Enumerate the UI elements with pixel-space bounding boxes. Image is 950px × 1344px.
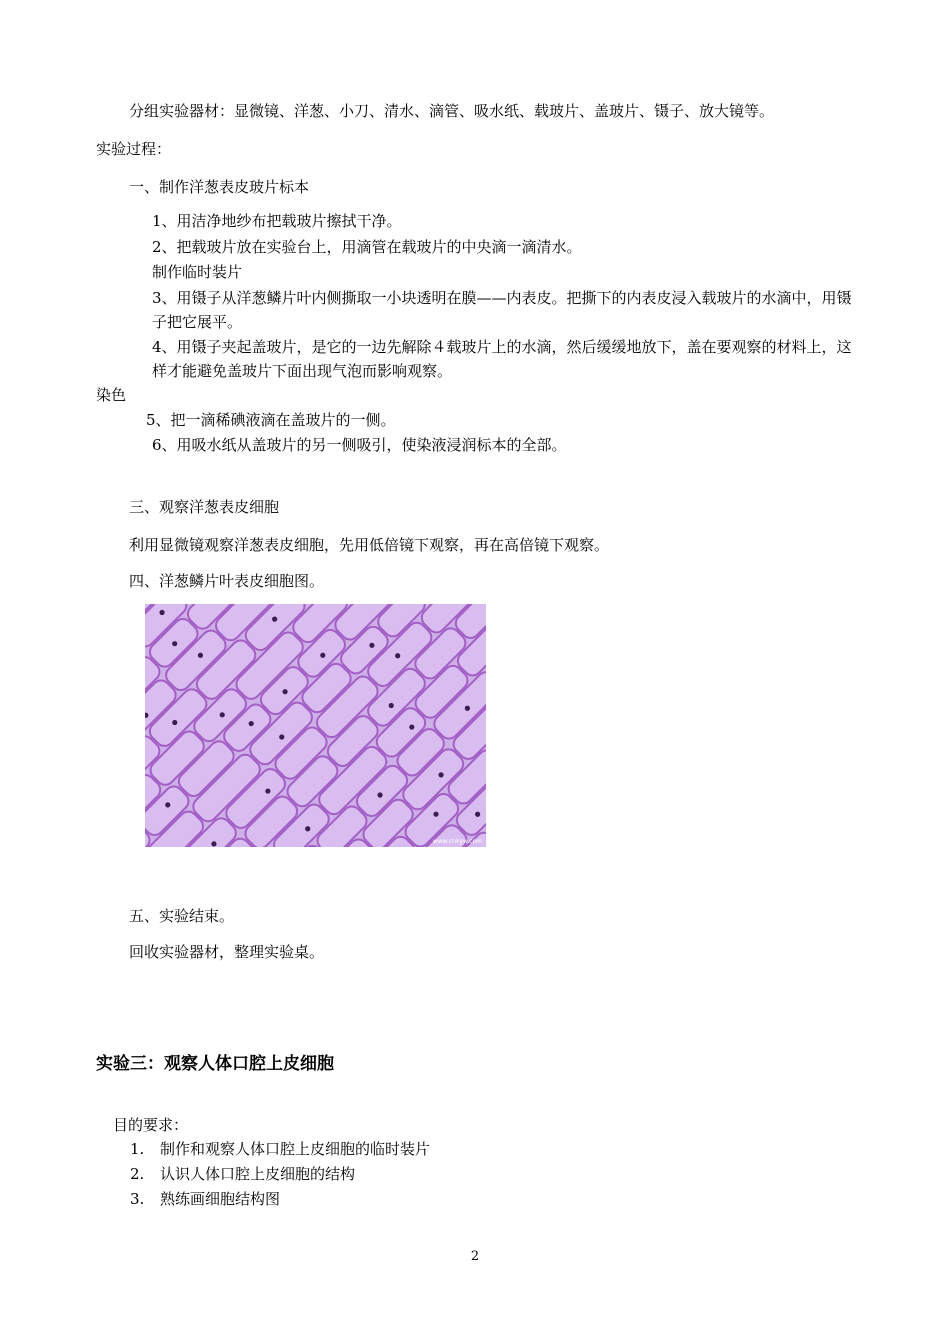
materials-text: 分组实验器材：显微镜、洋葱、小刀、清水、滴管、吸水纸、载玻片、盖玻片、镊子、放大镜等。 — [129, 102, 775, 120]
step5-title: 五、实验结束。 — [129, 907, 235, 925]
purpose-number: 2. — [130, 1165, 145, 1183]
purpose-text: 制作和观察人体口腔上皮细胞的临时装片 — [160, 1140, 431, 1158]
step1-item-1: 1、用洁净地纱布把载玻片擦拭干净。 — [152, 212, 402, 230]
step1-item-3: 3、用镊子从洋葱鳞片叶内侧撕取一小块透明在膜——内表皮。把撕下的内表皮浸入载玻片的水滴中，用镊子把它展平。 — [152, 289, 852, 331]
step1-item-6: 6、用吸水纸从盖玻片的另一侧吸引，使染液浸润标本的全部。 — [152, 436, 567, 454]
cell-layer — [145, 604, 486, 847]
photo-watermark: www.cnkyw.com — [432, 838, 482, 845]
purpose-text: 认识人体口腔上皮细胞的结构 — [160, 1165, 356, 1183]
purpose-item — [130, 1188, 280, 1210]
section3-title: 实验三：观察人体口腔上皮细胞 — [96, 1054, 334, 1074]
step1-item-4: 4、用镊子夹起盖玻片，是它的一边先解除４载玻片上的水滴，然后缓缓地放下，盖在要观察的材料上，这样才能避免盖玻片下面出现气泡而影响观察。 — [152, 338, 852, 380]
step1-item-5: 5、把一滴稀碘液滴在盖玻片的一侧。 — [146, 411, 396, 429]
purpose-item — [130, 1138, 430, 1160]
onion-cell-drawing — [145, 604, 486, 847]
purpose-heading: 目的要求： — [113, 1116, 189, 1134]
step4-title: 四、洋葱鳞片叶表皮细胞图。 — [129, 572, 325, 590]
purpose-text: 熟练画细胞结构图 — [160, 1190, 281, 1208]
step3-text: 利用显微镜观察洋葱表皮细胞，先用低倍镜下观察，再在高倍镜下观察。 — [129, 536, 610, 554]
purpose-number: 1. — [130, 1140, 145, 1158]
page-number: 2 — [470, 1249, 480, 1264]
purpose-item — [130, 1163, 355, 1185]
process-heading: 实验过程： — [96, 140, 172, 158]
purpose-number: 3. — [130, 1190, 145, 1208]
step3-title: 三、观察洋葱表皮细胞 — [129, 498, 280, 516]
stain-label: 染色 — [96, 386, 127, 404]
step1-title: 一、制作洋葱表皮玻片标本 — [129, 178, 310, 196]
step5-text: 回收实验器材，整理实验桌。 — [129, 943, 325, 961]
onion-cell-micrograph — [145, 604, 486, 847]
temp-mount-label: 制作临时装片 — [152, 263, 243, 281]
step1-item-2: 2、把载玻片放在实验台上，用滴管在载玻片的中央滴一滴清水。 — [152, 238, 582, 256]
